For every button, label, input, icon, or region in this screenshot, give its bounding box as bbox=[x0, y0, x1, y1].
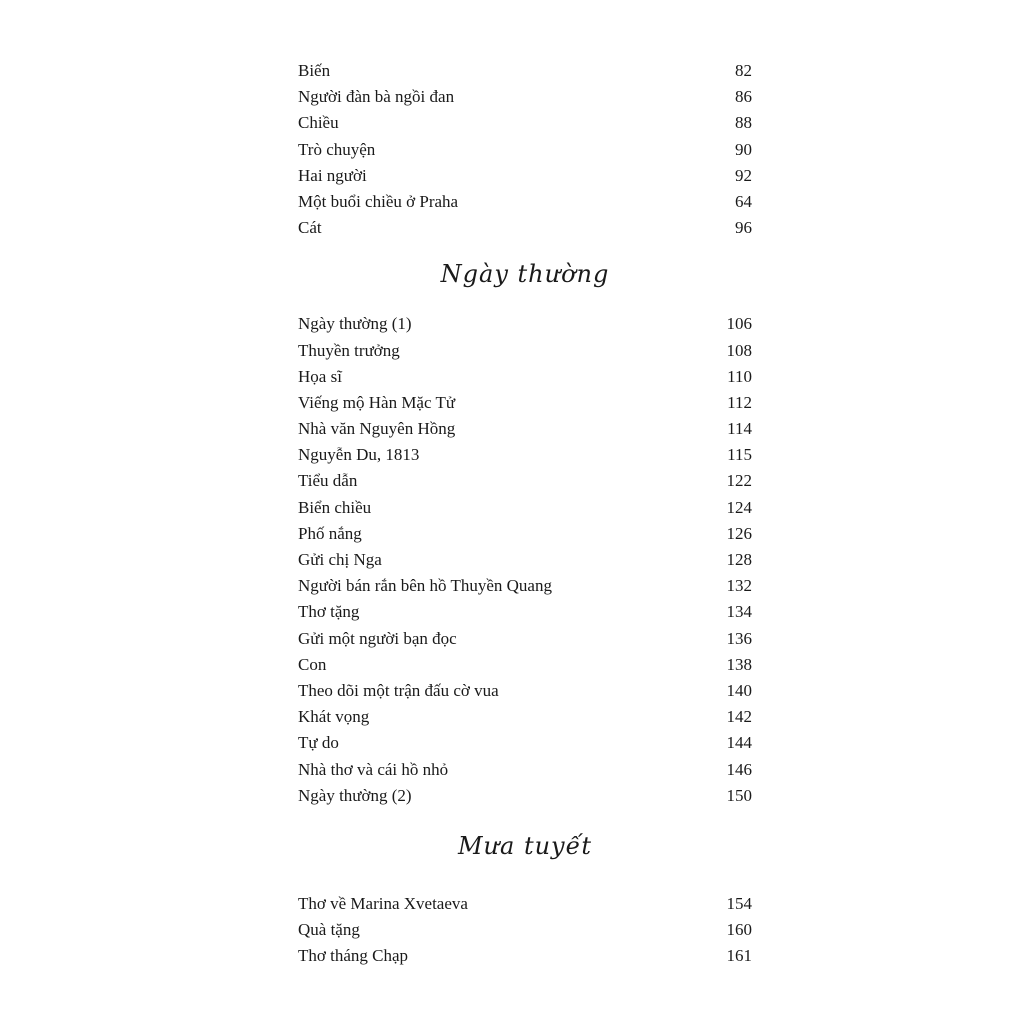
toc-entry bbox=[298, 137, 752, 163]
toc-entry bbox=[298, 163, 752, 189]
entry-page: 126 bbox=[726, 523, 752, 543]
entry-title: Biến bbox=[298, 61, 331, 80]
entry-page: 114 bbox=[727, 419, 752, 439]
entry-page: 92 bbox=[735, 165, 752, 185]
entry-page: 108 bbox=[726, 340, 752, 360]
entry-page: 146 bbox=[726, 759, 752, 779]
entry-title: Nhà văn Nguyên Hồng bbox=[298, 419, 456, 439]
toc-section bbox=[298, 831, 752, 970]
toc-entry bbox=[298, 495, 752, 521]
entry-page: 64 bbox=[735, 191, 752, 211]
toc-entry bbox=[298, 364, 752, 390]
toc-entry bbox=[298, 757, 752, 783]
entry-title: Tự do bbox=[298, 733, 339, 753]
entry-page: 86 bbox=[735, 87, 752, 107]
section-heading: Ngày thường bbox=[440, 260, 610, 289]
entry-page: 96 bbox=[735, 218, 752, 238]
toc-entry bbox=[298, 943, 752, 969]
entry-title: Con bbox=[298, 654, 327, 674]
entry-page: 110 bbox=[727, 366, 752, 386]
toc-entry bbox=[298, 652, 752, 678]
entry-title: Gửi chị Nga bbox=[298, 550, 382, 569]
entry-page: 90 bbox=[735, 139, 752, 159]
entry-title: Chiều bbox=[298, 113, 339, 133]
toc-entry bbox=[298, 390, 752, 416]
entry-title: Một buổi chiều ở Praha bbox=[298, 191, 459, 211]
entry-page: 142 bbox=[726, 707, 752, 727]
entry-title: Cát bbox=[298, 218, 322, 238]
toc-entry bbox=[298, 573, 752, 599]
entry-title: Thuyền trưởng bbox=[298, 340, 400, 360]
entry-title: Thơ tặng bbox=[298, 602, 360, 622]
entry-page: 138 bbox=[726, 654, 752, 674]
toc-entry bbox=[298, 416, 752, 442]
entry-page: 88 bbox=[735, 113, 752, 133]
entry-page: 128 bbox=[726, 550, 752, 569]
entry-title: Ngày thường (2) bbox=[298, 785, 412, 805]
entry-page: 140 bbox=[726, 680, 752, 700]
toc-entry bbox=[298, 338, 752, 364]
entry-page: 106 bbox=[726, 314, 752, 334]
entry-title: Viếng mộ Hàn Mặc Tử bbox=[298, 392, 456, 412]
entry-title: Hai người bbox=[298, 165, 367, 185]
toc-entry bbox=[298, 599, 752, 625]
toc-entry bbox=[298, 678, 752, 704]
entry-page: 82 bbox=[735, 61, 752, 80]
entry-page: 115 bbox=[727, 445, 752, 465]
entry-page: 136 bbox=[726, 628, 752, 648]
entry-title: Thơ tháng Chạp bbox=[298, 946, 409, 966]
entry-title: Ngày thường (1) bbox=[298, 314, 412, 334]
entry-title: Theo dõi một trận đấu cờ vua bbox=[298, 680, 499, 700]
entry-title: Quà tặng bbox=[298, 920, 360, 940]
toc-entry bbox=[298, 521, 752, 547]
entry-page: 161 bbox=[726, 946, 752, 966]
entry-title: Gửi một người bạn đọc bbox=[298, 628, 457, 648]
entry-page: 132 bbox=[726, 576, 752, 596]
table-of-contents bbox=[298, 58, 752, 969]
entry-title: Người bán rắn bên hồ Thuyền Quang bbox=[298, 576, 552, 596]
entry-page: 150 bbox=[726, 785, 752, 805]
entry-page: 124 bbox=[726, 497, 752, 517]
toc-entry bbox=[298, 547, 752, 573]
entry-title: Trò chuyện bbox=[298, 139, 376, 159]
entry-page: 144 bbox=[726, 733, 752, 753]
entry-title: Thơ về Marina Xvetaeva bbox=[298, 893, 468, 913]
toc-entry bbox=[298, 704, 752, 730]
entry-page: 112 bbox=[727, 392, 752, 412]
toc-entry bbox=[298, 730, 752, 756]
entry-title: Người đàn bà ngồi đan bbox=[298, 87, 455, 107]
toc-entry bbox=[298, 110, 752, 136]
toc-entry bbox=[298, 311, 752, 337]
entry-title: Họa sĩ bbox=[298, 366, 342, 386]
toc-entry bbox=[298, 626, 752, 652]
toc-entry bbox=[298, 58, 752, 84]
toc-entry bbox=[298, 442, 752, 468]
toc-section bbox=[298, 259, 752, 809]
section-heading: Mưa tuyết bbox=[457, 831, 593, 860]
entry-title: Nhà thơ và cái hồ nhỏ bbox=[298, 759, 449, 779]
entry-page: 134 bbox=[726, 602, 752, 622]
toc-entry bbox=[298, 215, 752, 241]
entry-title: Phố nắng bbox=[298, 523, 362, 543]
entry-title: Biển chiều bbox=[298, 497, 372, 517]
toc-entry bbox=[298, 783, 752, 809]
entry-title: Khát vọng bbox=[298, 707, 370, 727]
entry-page: 122 bbox=[726, 471, 752, 491]
toc-entry bbox=[298, 891, 752, 917]
toc-entry bbox=[298, 189, 752, 215]
toc-section bbox=[298, 58, 752, 241]
toc-entry bbox=[298, 468, 752, 494]
entry-page: 160 bbox=[726, 920, 752, 940]
toc-entry bbox=[298, 84, 752, 110]
toc-entry bbox=[298, 917, 752, 943]
entry-title: Nguyễn Du, 1813 bbox=[298, 445, 420, 465]
entry-page: 154 bbox=[726, 893, 752, 913]
entry-title: Tiểu dẫn bbox=[298, 471, 358, 491]
